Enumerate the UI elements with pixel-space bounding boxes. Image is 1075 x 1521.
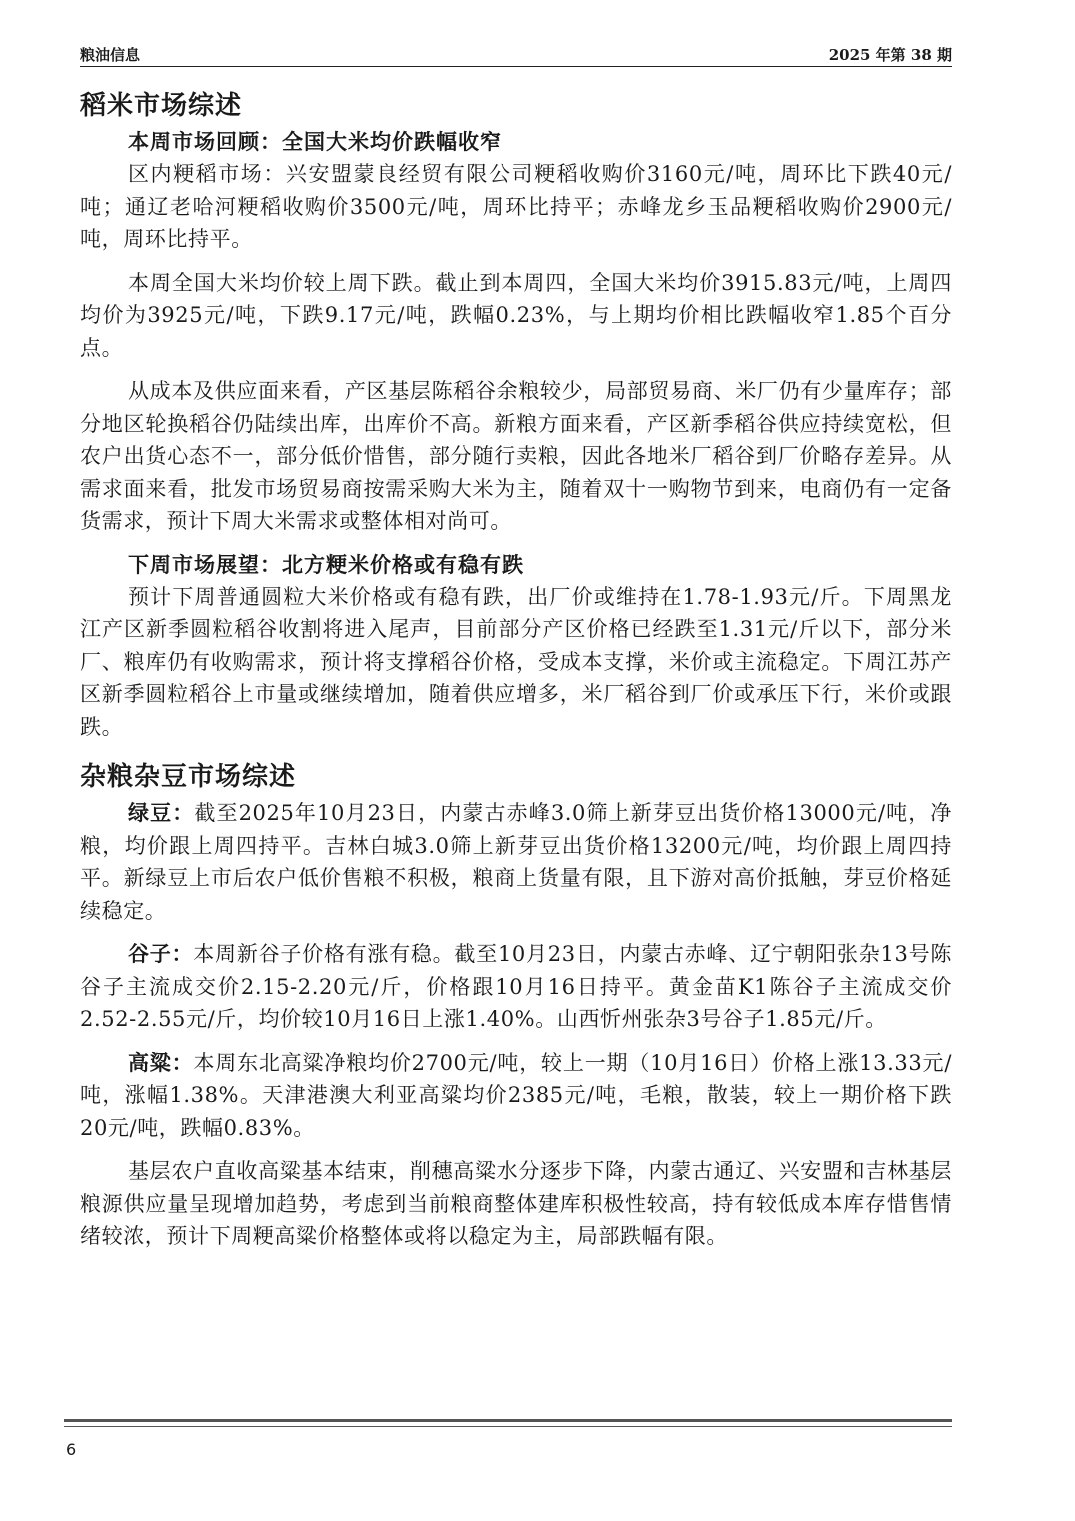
mungbean-paragraph <box>80 797 952 927</box>
grains-section-title: 杂粮杂豆市场综述 <box>80 762 297 792</box>
mungbean-text: 截至2025年10月23日，内蒙古赤峰3.0筛上新芽豆出货价格13000元/吨，净粮，均价跟上周四持平。吉林白城3.0筛上新芽豆出货价格13200元/吨，均价跟上周四持平。新绿豆上市后农户低价售粮不积极，粮商上货量有限，且下游对高价抵触，芽豆价格延续稳定。 <box>80 801 952 923</box>
header-divider <box>80 66 952 67</box>
rice-paragraph-regional: 区内粳稻市场：兴安盟蒙良经贸有限公司粳稻收购价3160元/吨，周环比下跌40元/吨；通辽老哈河粳稻收购价3500元/吨，周环比持平；赤峰龙乡玉品粳稻收购价2900元/吨，周环比持平。 <box>80 162 952 251</box>
issue-number: 2025 年第 38 期 <box>828 46 952 64</box>
millet-label: 谷子： <box>128 941 194 966</box>
sorghum-label: 高粱： <box>128 1049 194 1075</box>
page-header <box>80 44 952 66</box>
sorghum-text: 本周东北高粱净粮均价2700元/吨，较上一期（10月16日）价格上涨13.33元/吨，涨幅1.38%。天津港澳大利亚高粱均价2385元/吨，毛粮，散装，较上一期价格下跌20元/吨，跌幅0.83%。 <box>80 1050 952 1140</box>
next-week-outlook-heading: 下周市场展望：北方粳米价格或有稳有跌 <box>128 551 524 577</box>
mungbean-label: 绿豆： <box>128 800 195 825</box>
page-number: 6 <box>66 1440 77 1459</box>
sorghum-paragraph <box>80 1047 952 1145</box>
weekly-review-heading: 本周市场回顾：全国大米均价跌幅收窄 <box>128 129 502 154</box>
grains-section <box>80 757 952 1253</box>
millet-text: 本周新谷子价格有涨有稳。截至10月23日，内蒙古赤峰、辽宁朝阳张杂13号陈谷子主流成交价2.15-2.20元/斤，价格跟10月16日持平。黄金苗K1陈谷子主流成交价2.52-2.55元/斤，均价较10月16日上涨1.40%。山西忻州张杂3号谷子1.85元/斤。 <box>80 942 952 1031</box>
millet-paragraph <box>80 938 952 1036</box>
rice-paragraph-supply-demand: 从成本及供应面来看，产区基层陈稻谷余粮较少，局部贸易商、米厂仍有少量库存；部分地区轮换稻谷仍陆续出库，出库价不高。新粮方面来看，产区新季稻谷供应持续宽松，但农户出货心态不一，部分低价惜售，部分随行卖粮，因此各地米厂稻谷到厂价略存差异。从需求面来看，批发市场贸易商按需采购大米为主，随着双十一购物节到来，电商仍有一定备货需求，预计下周大米需求或整体相对尚可。 <box>80 379 952 533</box>
sorghum-outlook-paragraph: 基层农户直收高粱基本结束，削穗高粱水分逐步下降，内蒙古通辽、兴安盟和吉林基层粮源供应量呈现增加趋势，考虑到当前粮商整体建库积极性较高，持有较低成本库存惜售情绪较浓，预计下周粳高粱价格整体或将以稳定为主，局部跌幅有限。 <box>80 1159 952 1248</box>
rice-paragraph-outlook: 预计下周普通圆粒大米价格或有稳有跌，出厂价或维持在1.78-1.93元/斤。下周黑龙江产区新季圆粒稻谷收割将进入尾声，目前部分产区价格已经跌至1.31元/斤以下，部分米厂、粮库仍有收购需求，预计将支撑稻谷价格，受成本支撑，米价或主流稳定。下周江苏产区新季圆粒稻谷上市量或继续增加，随着供应增多，米厂稻谷到厂价或承压下行，米价或跟跌。 <box>80 584 952 739</box>
article-body <box>80 86 952 1264</box>
footer-divider-thick <box>64 1419 952 1422</box>
rice-section-title: 稻米市场综述 <box>80 91 243 121</box>
rice-section <box>80 86 952 743</box>
footer-divider-thin <box>64 1426 952 1427</box>
publication-name: 粮油信息 <box>80 46 141 64</box>
rice-paragraph-national-price: 本周全国大米均价较上周下跌。截止到本周四，全国大米均价3915.83元/吨，上周四均价为3925元/吨，下跌9.17元/吨，跌幅0.23%，与上期均价相比跌幅收窄1.85个百分点。 <box>80 270 952 360</box>
